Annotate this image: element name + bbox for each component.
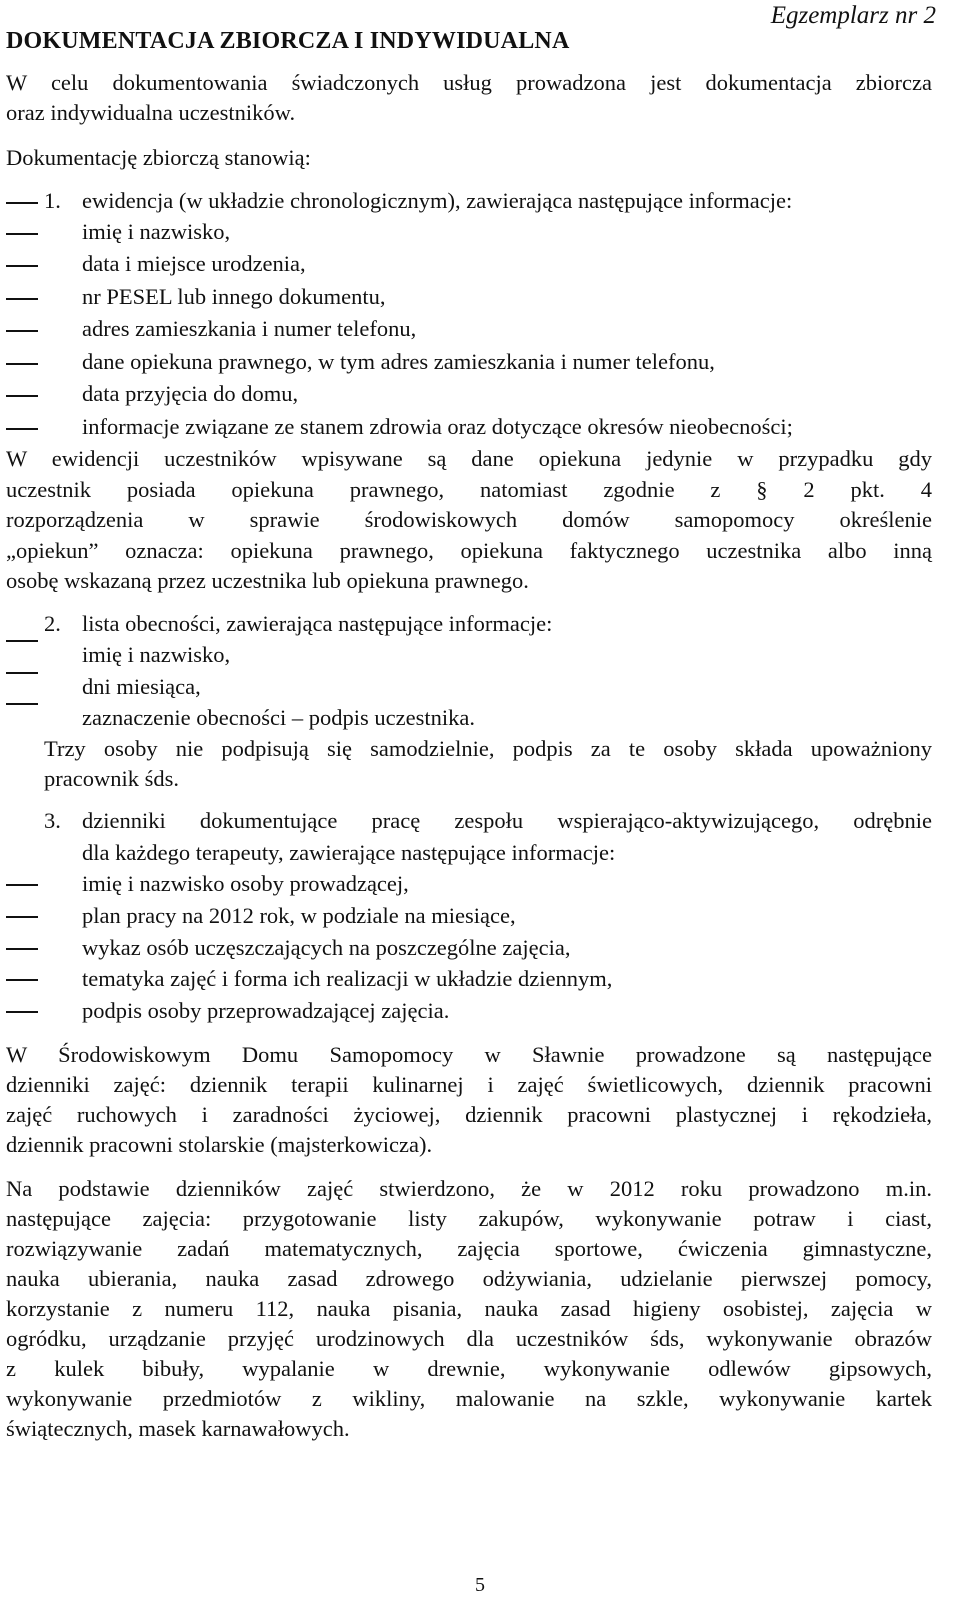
list-item: dni miesiąca, <box>82 674 201 699</box>
page-number: 5 <box>475 1574 485 1596</box>
section-number: 2. <box>44 611 61 636</box>
list-item: imię i nazwisko osoby prowadzącej, <box>82 871 409 896</box>
list-dash <box>6 202 38 204</box>
paragraph-line: zajęć ruchowych i zaradności życiowej, dziennik pracowni plastycznej i rękodzieła, <box>6 1102 932 1127</box>
list-dash <box>6 1011 38 1013</box>
list-item: data i miejsce urodzenia, <box>82 251 306 276</box>
list-item: informacje związane ze stanem zdrowia oraz dotyczące okresów nieobecności; <box>82 414 793 439</box>
list-dash <box>6 298 38 300</box>
list-dash <box>6 265 38 267</box>
copy-label: Egzemplarz nr 2 <box>770 2 936 29</box>
note-line: pracownik śds. <box>44 766 179 791</box>
section-heading: dzienniki dokumentujące pracę zespołu wspierająco-aktywizującego, odrębnie <box>82 808 932 833</box>
intro-line: oraz indywidualna uczestników. <box>6 100 296 125</box>
intro-line: W celu dokumentowania świadczonych usług prowadzona jest dokumentacja zbiorcza <box>6 70 932 95</box>
paragraph-line: korzystanie z numeru 112, nauka pisania, nauka zasad higieny osobistej, zajęcia w <box>6 1296 932 1321</box>
list-item: tematyka zajęć i forma ich realizacji w układzie dziennym, <box>82 966 613 991</box>
paragraph-line: z kulek bibuły, wypalanie w drewnie, wykonywanie odlewów gipsowych, <box>6 1356 932 1381</box>
paragraph-line: wykonywanie przedmiotów z wikliny, malowanie na szkle, wykonywanie kartek <box>6 1386 932 1411</box>
list-item: imię i nazwisko, <box>82 219 231 244</box>
list-dash <box>6 233 38 235</box>
paragraph-line: dzienniki zajęć: dziennik terapii kulinarnej i zajęć świetlicowych, dziennik pracowni <box>6 1072 932 1097</box>
paragraph-line: Na podstawie dzienników zajęć stwierdzono, że w 2012 roku prowadzono m.in. <box>6 1176 932 1201</box>
note-line: „opiekun” oznacza: opiekuna prawnego, opiekuna faktycznego uczestnika albo inną <box>6 538 932 563</box>
list-item: wykaz osób uczęszczających na poszczególne zajęcia, <box>82 935 571 960</box>
note-line: osobę wskazaną przez uczestnika lub opiekuna prawnego. <box>6 568 529 593</box>
paragraph-line: rozwiązywanie zadań matematycznych, zajęcia sportowe, ćwiczenia gimnastyczne, <box>6 1236 932 1261</box>
list-dash <box>6 703 38 705</box>
list-dash <box>6 672 38 674</box>
list-dash <box>6 395 38 397</box>
list-item: data przyjęcia do domu, <box>82 381 299 406</box>
list-dash <box>6 979 38 981</box>
intro-line: Dokumentację zbiorczą stanowią: <box>6 145 311 170</box>
note-line: Trzy osoby nie podpisują się samodzielnie, podpis za te osoby składa upoważniony <box>44 736 932 761</box>
list-item: dane opiekuna prawnego, w tym adres zamieszkania i numer telefonu, <box>82 349 715 374</box>
paragraph-line: świątecznych, masek karnawałowych. <box>6 1416 350 1441</box>
document-title: DOKUMENTACJA ZBIORCZA I INDYWIDUALNA <box>6 28 570 54</box>
list-dash <box>6 640 38 642</box>
list-item: podpis osoby przeprowadzającej zajęcia. <box>82 998 450 1023</box>
note-line: W ewidencji uczestników wpisywane są dane opiekuna jedynie w przypadku gdy <box>6 446 932 471</box>
list-item: adres zamieszkania i numer telefonu, <box>82 316 417 341</box>
list-dash <box>6 948 38 950</box>
paragraph-line: dziennik pracowni stolarskie (majsterkowicza). <box>6 1132 433 1157</box>
list-dash <box>6 428 38 430</box>
list-item: plan pracy na 2012 rok, w podziale na miesiące, <box>82 903 516 928</box>
list-dash <box>6 330 38 332</box>
list-item: imię i nazwisko, <box>82 642 231 667</box>
list-dash <box>6 884 38 886</box>
paragraph-line: ogródku, urządzanie przyjęć urodzinowych dla uczestników śds, wykonywanie obrazów <box>6 1326 932 1351</box>
section-heading: ewidencja (w układzie chronologicznym), zawierająca następujące informacje: <box>82 188 793 213</box>
section-number: 1. <box>44 188 61 213</box>
paragraph-line: nauka ubierania, nauka zasad zdrowego odżywiania, udzielanie pierwszej pomocy, <box>6 1266 932 1291</box>
section-heading: dla każdego terapeuty, zawierające następujące informacje: <box>82 840 616 865</box>
paragraph-line: W Środowiskowym Domu Samopomocy w Sławnie prowadzone są następujące <box>6 1042 932 1067</box>
list-dash <box>6 363 38 365</box>
note-line: uczestnik posiada opiekuna prawnego, natomiast zgodnie z § 2 pkt. 4 <box>6 477 932 502</box>
list-item: nr PESEL lub innego dokumentu, <box>82 284 386 309</box>
paragraph-line: następujące zajęcia: przygotowanie listy zakupów, wykonywanie potraw i ciast, <box>6 1206 932 1231</box>
list-dash <box>6 916 38 918</box>
note-line: rozporządzenia w sprawie środowiskowych domów samopomocy określenie <box>6 507 932 532</box>
list-item: zaznaczenie obecności – podpis uczestnika. <box>82 705 475 730</box>
section-number: 3. <box>44 808 61 833</box>
section-heading: lista obecności, zawierająca następujące informacje: <box>82 611 553 636</box>
